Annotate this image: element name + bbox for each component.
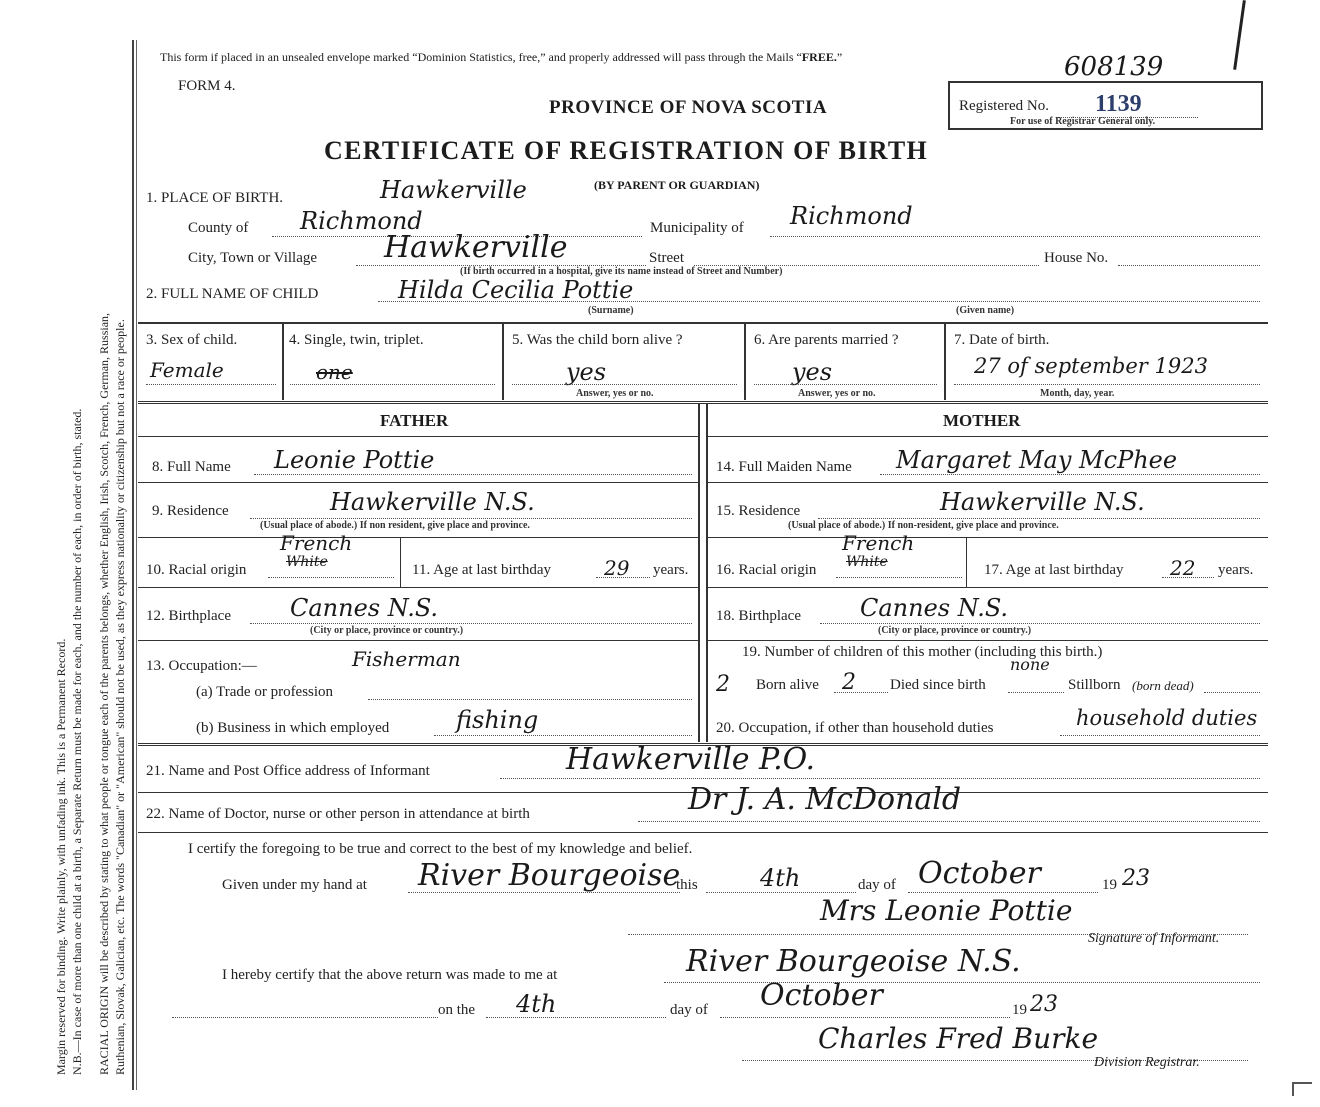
by-parent-note: (BY PARENT OR GUARDIAN) — [594, 178, 760, 192]
year-value: 23 — [1122, 866, 1150, 891]
pen-stroke — [1233, 0, 1246, 70]
given-place-value: River Bourgeoise — [418, 858, 681, 893]
mother-racial-line — [836, 577, 962, 578]
on-month-value: October — [760, 978, 883, 1013]
alive-value: yes — [566, 358, 607, 386]
father-heading: FATHER — [380, 411, 449, 430]
father-rule-2 — [138, 537, 698, 538]
corner-mark — [1292, 1082, 1312, 1084]
alive-label: 5. Was the child born alive ? — [512, 332, 683, 348]
dob-value: 27 of september 1923 — [974, 354, 1208, 378]
mother-residence-line — [818, 518, 1260, 519]
single-line — [290, 384, 495, 385]
form-number: FORM 4. — [178, 78, 236, 94]
hereby-place-value: River Bourgeoise N.S. — [686, 944, 1021, 979]
registered-note: For use of Registrar General only. — [1010, 116, 1156, 127]
dob-line — [954, 384, 1260, 385]
on-day-value: 4th — [516, 990, 557, 1018]
day-value: 4th — [760, 864, 801, 892]
mother-racial-divider — [966, 537, 967, 587]
box-divider-1 — [282, 322, 284, 400]
children-label: 19. Number of children of this mother (including this birth.) — [742, 644, 1103, 660]
mother-birthplace-line — [820, 623, 1260, 624]
married-line — [754, 384, 937, 385]
father-residence-line — [250, 518, 692, 519]
father-birthplace-value: Cannes N.S. — [290, 594, 439, 622]
married-value: yes — [792, 358, 833, 386]
single-value: one — [316, 360, 353, 384]
father-abode-note: (Usual place of abode.) If non resident, give place and province. — [260, 520, 530, 531]
single-label: 4. Single, twin, triplet. — [289, 332, 424, 348]
mother-age-label: 17. Age at last birthday — [984, 562, 1124, 578]
died-label: Died since birth — [890, 677, 986, 693]
mother-heading-rule — [706, 436, 1268, 437]
county-value: Richmond — [300, 207, 423, 235]
doctor-label: 22. Name of Doctor, nurse or other person in attendance at birth — [146, 806, 530, 822]
informant-label: 21. Name and Post Office address of Informant — [146, 763, 430, 779]
mother-racial-label: 16. Racial origin — [716, 562, 817, 578]
father-name-label: 8. Full Name — [152, 459, 231, 475]
child-name-value: Hilda Cecilia Pottie — [398, 276, 634, 304]
father-years: years. — [653, 562, 689, 578]
informant-line — [500, 778, 1260, 779]
signature-label: Signature of Informant. — [1088, 931, 1220, 946]
row-divider-top — [138, 322, 1268, 324]
children-total: 2 — [716, 672, 730, 697]
mother-name-line — [880, 474, 1260, 475]
father-occupation-label: 13. Occupation:— — [146, 658, 257, 674]
mother-occupation-line — [1060, 735, 1260, 736]
informant-signature: Mrs Leonie Pottie — [820, 894, 1073, 927]
margin-text-2: N.B.—In case of more than one child at a birth, a Separate Return must be made for each, and the number of each, in order of birth, stated. — [70, 408, 84, 1075]
mother-name-label: 14. Full Maiden Name — [716, 459, 852, 475]
house-line — [1118, 265, 1260, 266]
alive-note: Answer, yes or no. — [576, 388, 654, 399]
father-racial-value: French — [280, 531, 353, 555]
father-trade-label: (a) Trade or profession — [196, 684, 334, 700]
father-business-label: (b) Business in which employed — [196, 720, 390, 736]
registered-label: Registered No. — [959, 98, 1049, 114]
died-line — [1008, 692, 1064, 693]
on-month-line — [720, 1017, 1010, 1018]
father-residence-label: 9. Residence — [152, 503, 229, 519]
father-racial-divider — [400, 537, 401, 587]
mother-name-value: Margaret May McPhee — [896, 446, 1178, 474]
on-year-prefix: 19 — [1012, 1002, 1027, 1018]
stillborn-line — [1204, 692, 1260, 693]
place-of-birth-value: Hawkerville — [380, 176, 527, 204]
father-rule-1 — [138, 482, 698, 483]
certify-text: I certify the foregoing to be true and correct to the best of my knowledge and belief. — [188, 841, 693, 857]
mother-occupation-value: household duties — [1076, 706, 1258, 730]
mother-residence-value: Hawkerville N.S. — [940, 488, 1145, 516]
father-trade-line — [368, 699, 692, 700]
born-alive-value: 2 — [842, 670, 856, 695]
dob-note: Month, day, year. — [1040, 388, 1115, 399]
certificate-title: CERTIFICATE OF REGISTRATION OF BIRTH — [324, 136, 929, 165]
column-divider-left — [698, 404, 700, 742]
father-age-label: 11. Age at last birthday — [412, 562, 551, 578]
mother-birthplace-value: Cannes N.S. — [860, 594, 1009, 622]
binding-line — [132, 40, 134, 1090]
sex-line — [146, 384, 276, 385]
margin-text-4: Ruthenian, Slovak, Galician, etc. The words "Canadian" or "American" should not be used, as they express nationality or citizenship but not a race or people. — [113, 319, 127, 1075]
municipality-value: Richmond — [790, 202, 913, 230]
doctor-rule — [138, 832, 1268, 833]
died-value: none — [1010, 655, 1050, 674]
row-divider-bottom — [138, 401, 1268, 404]
year-prefix: 19 — [1102, 877, 1117, 893]
place-of-birth-label: 1. PLACE OF BIRTH. — [146, 190, 284, 206]
on-day-of-label: day of — [670, 1002, 708, 1018]
on-day-line — [486, 1017, 666, 1018]
mother-heading: MOTHER — [943, 411, 1021, 430]
city-value: Hawkerville — [384, 230, 568, 265]
informant-value: Hawkerville P.O. — [566, 742, 816, 777]
father-occupation-value: Fisherman — [352, 647, 461, 671]
alive-line — [512, 384, 737, 385]
mother-age-value: 22 — [1170, 556, 1196, 580]
child-name-label: 2. FULL NAME OF CHILD — [146, 286, 319, 302]
mother-rule-2 — [706, 537, 1268, 538]
registered-value: 1139 — [1095, 91, 1142, 117]
father-birthplace-label: 12. Birthplace — [146, 608, 231, 624]
given-name-note: (Given name) — [956, 305, 1015, 316]
father-business-value: fishing — [456, 706, 539, 734]
box-divider-3 — [744, 322, 746, 400]
born-alive-label: Born alive — [756, 677, 819, 693]
margin-text-3: RACIAL ORIGIN will be described by stating to what people or tongue each of the parents belongs, whether English, Irish, Scotch, French, German, Russian, — [97, 312, 111, 1075]
hereby-place-line — [664, 982, 1260, 983]
municipality-label: Municipality of — [650, 220, 744, 236]
sex-label: 3. Sex of child. — [146, 332, 238, 348]
county-label: County of — [188, 220, 249, 236]
father-rule-3 — [138, 587, 698, 588]
father-age-value: 29 — [604, 556, 630, 580]
mother-years: years. — [1218, 562, 1254, 578]
mother-birthplace-label: 18. Birthplace — [716, 608, 801, 624]
registrar-label: Division Registrar. — [1094, 1055, 1200, 1070]
hereby-label: I hereby certify that the above return was made to me at — [222, 967, 558, 983]
day-line — [706, 892, 856, 893]
corner-mark-vertical — [1292, 1082, 1294, 1096]
registered-box — [948, 81, 1263, 130]
surname-note: (Surname) — [588, 305, 634, 316]
municipality-line — [770, 236, 1260, 237]
on-the-label: on the — [438, 1002, 476, 1018]
this-label: this — [676, 877, 698, 893]
on-year-value: 23 — [1030, 992, 1058, 1017]
mother-rule-3 — [706, 587, 1268, 588]
month-line — [908, 892, 1098, 893]
month-value: October — [918, 856, 1041, 891]
father-rule-4 — [138, 640, 698, 641]
doctor-line — [638, 821, 1260, 822]
married-label: 6. Are parents married ? — [754, 332, 899, 348]
mail-notice: This form if placed in an unsealed envelope marked “Dominion Statistics, free,” and properly addressed will pass through the Mails “FREE.” — [160, 50, 843, 64]
street-label: Street — [649, 250, 684, 266]
given-label: Given under my hand at — [222, 877, 367, 893]
mother-rule-1 — [706, 482, 1268, 483]
father-heading-rule — [138, 436, 698, 437]
margin-text-1: Margin reserved for binding. Write plainly, with unfading ink. This is a Permanent Record. — [54, 638, 68, 1075]
father-birthplace-line — [250, 623, 692, 624]
mother-rule-4 — [706, 640, 1268, 641]
box-divider-2 — [502, 322, 504, 400]
father-name-value: Leonie Pottie — [274, 446, 435, 474]
file-number: 608139 — [1064, 52, 1164, 82]
father-residence-value: Hawkerville N.S. — [330, 488, 535, 516]
registrar-signature: Charles Fred Burke — [818, 1022, 1099, 1055]
box-divider-4 — [944, 322, 946, 400]
stillborn-note: (born dead) — [1132, 678, 1194, 693]
mother-occupation-label: 20. Occupation, if other than household duties — [716, 720, 994, 736]
father-business-line — [434, 735, 692, 736]
binding-line-inner — [136, 40, 137, 1090]
house-label: House No. — [1044, 250, 1109, 266]
on-the-leading-line — [172, 1017, 438, 1018]
dob-label: 7. Date of birth. — [954, 332, 1050, 348]
stillborn-label: Stillborn — [1068, 677, 1121, 693]
city-label: City, Town or Village — [188, 250, 318, 266]
married-note: Answer, yes or no. — [798, 388, 876, 399]
mother-residence-label: 15. Residence — [716, 503, 801, 519]
mother-abode-note: (Usual place of abode.) If non-resident, give place and province. — [788, 520, 1059, 531]
doctor-value: Dr J. A. McDonald — [688, 782, 962, 817]
father-city-note: (City or place, province or country.) — [310, 625, 464, 636]
column-divider-right — [706, 404, 708, 742]
province-heading: PROVINCE OF NOVA SCOTIA — [549, 97, 828, 118]
hospital-note: (If birth occurred in a hospital, give its name instead of Street and Number) — [460, 266, 783, 277]
mother-racial-value: French — [842, 531, 915, 555]
sex-value: Female — [150, 358, 224, 382]
father-racial-line — [268, 577, 394, 578]
mother-city-note: (City or place, province or country.) — [878, 625, 1032, 636]
day-of-label: day of — [858, 877, 896, 893]
father-name-line — [254, 474, 692, 475]
father-racial-label: 10. Racial origin — [146, 562, 247, 578]
mother-racial-struck: White — [846, 554, 888, 570]
father-racial-struck: White — [286, 554, 328, 570]
